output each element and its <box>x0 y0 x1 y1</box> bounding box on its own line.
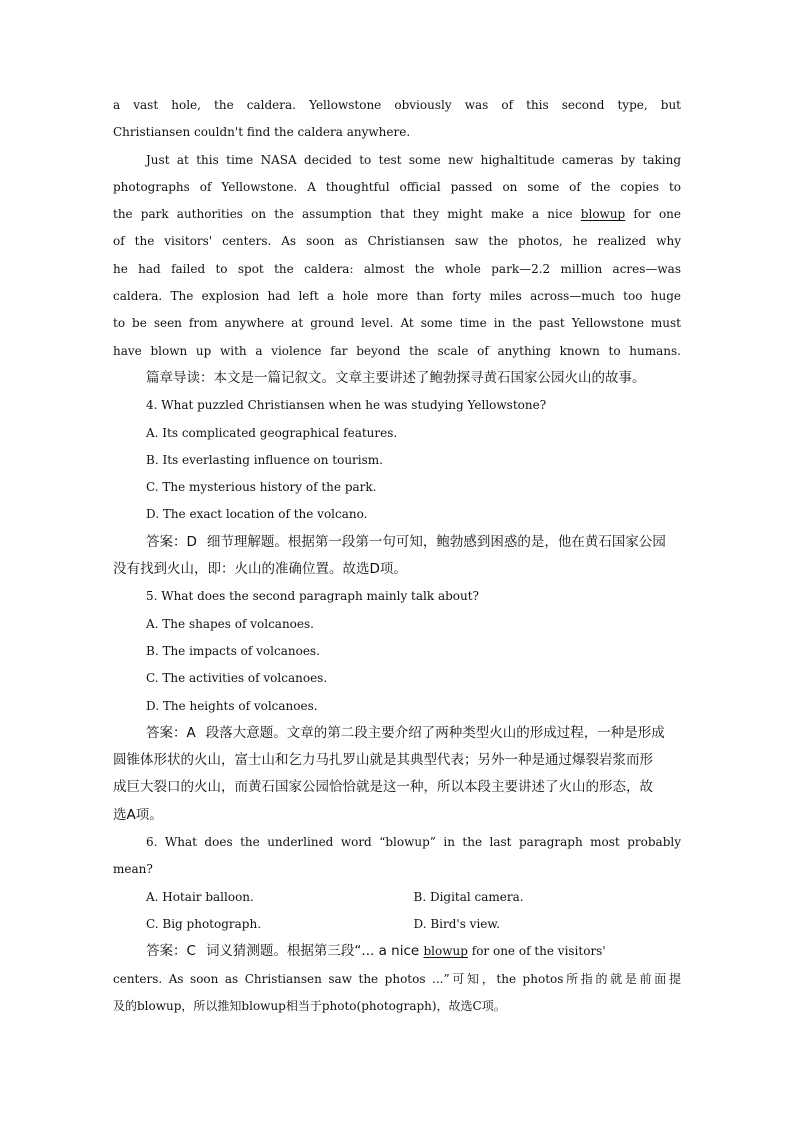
passage-line: Christiansen couldn't find the caldera anywhere. <box>113 125 411 140</box>
question-stem: 6. What does the underlined word “blowup” in the last paragraph most probably <box>146 835 681 850</box>
passage-line: Just at this time NASA decided to test some new highaltitude cameras by taking <box>146 152 681 167</box>
option-row <box>113 911 681 938</box>
question-stem: 4. What puzzled Christiansen when he was studying Yellowstone? <box>146 398 547 413</box>
question-stem: 5. What does the second paragraph mainly talk about? <box>146 589 479 604</box>
option-c: C. Big photograph. <box>146 916 262 931</box>
option-d: D. The heights of volcanoes. <box>146 698 318 713</box>
option-a: A. Hotair balloon. <box>146 889 254 904</box>
passage-line: have blown up with a violence far beyond the scale of anything known to humans. <box>113 343 681 358</box>
answer-label: 答案：A <box>146 724 196 741</box>
option-c: C. The mysterious history of the park. <box>146 480 377 495</box>
passage-line: to be seen from anywhere at ground level. At some time in the past Yellowstone must <box>113 316 681 331</box>
option-a: A. The shapes of volcanoes. <box>146 616 314 631</box>
passage-line: of the visitors' centers. As soon as Christiansen saw the photos, he realized why <box>113 234 681 249</box>
document-page <box>113 92 681 1020</box>
answer-explanation: 没有找到火山，即：火山的准确位置。故选D项。 <box>113 561 407 578</box>
answer-explanation: centers. As soon as Christiansen saw the photos ...”可知，the photos所指的就是前面提 <box>113 971 681 986</box>
option-row <box>113 884 681 911</box>
answer-label: 答案：D <box>146 533 197 550</box>
answer-explanation: 成巨大裂口的火山，而黄石国家公园恰恰就是这一种，所以本段主要讲述了火山的形态，故 <box>113 779 653 796</box>
answer-explanation: 及的blowup，所以推知blowup相当于photo(photograph)，故选C项。 <box>113 998 506 1013</box>
answer-explanation: 答案：C 词义猜测题。根据第三段“... a nice blowup for one of the visitors' <box>146 943 606 960</box>
option-b: B. Digital camera. <box>413 889 524 904</box>
passage-line: photographs of Yellowstone. A thoughtful official passed on some of the copies to <box>113 179 681 194</box>
question-stem: mean? <box>113 862 153 877</box>
answer-explanation: 选A项。 <box>113 806 163 823</box>
option-c: C. The activities of volcanoes. <box>146 671 328 686</box>
answer-label: 答案：C <box>146 943 196 960</box>
answer-explanation: 圆锥体形状的火山，富士山和乞力马扎罗山就是其典型代表；另外一种是通过爆裂岩浆而形 <box>113 752 653 769</box>
passage-line: a vast hole, the caldera. Yellowstone obviously was of this second type, but <box>113 98 681 112</box>
answer-explanation: 答案：D 细节理解题。根据第一段第一句可知，鲍勃感到困惑的是，他在黄石国家公园 <box>146 533 666 550</box>
passage-line: he had failed to spot the caldera: almost the whole park—2.2 million acres—was <box>113 261 681 276</box>
passage-line: the park authorities on the assumption that they might make a nice blowup for one <box>113 207 681 222</box>
option-b: B. Its everlasting influence on tourism. <box>146 452 383 467</box>
option-a: A. Its complicated geographical features. <box>146 425 398 440</box>
underlined-word-blowup: blowup <box>423 944 468 959</box>
passage-line: caldera. The explosion had left a hole more than forty miles across—much too huge <box>113 289 681 304</box>
option-d: D. Bird's view. <box>413 916 501 931</box>
passage-guide: 篇章导读：本文是一篇记叙文。文章主要讲述了鲍勃探寻黄石国家公园火山的故事。 <box>146 369 646 386</box>
underlined-word-blowup: blowup <box>580 207 626 222</box>
option-d: D. The exact location of the volcano. <box>146 507 368 522</box>
option-b: B. The impacts of volcanoes. <box>146 643 320 658</box>
answer-explanation: 答案：A 段落大意题。文章的第二段主要介绍了两种类型火山的形成过程，一种是形成 <box>146 724 665 741</box>
